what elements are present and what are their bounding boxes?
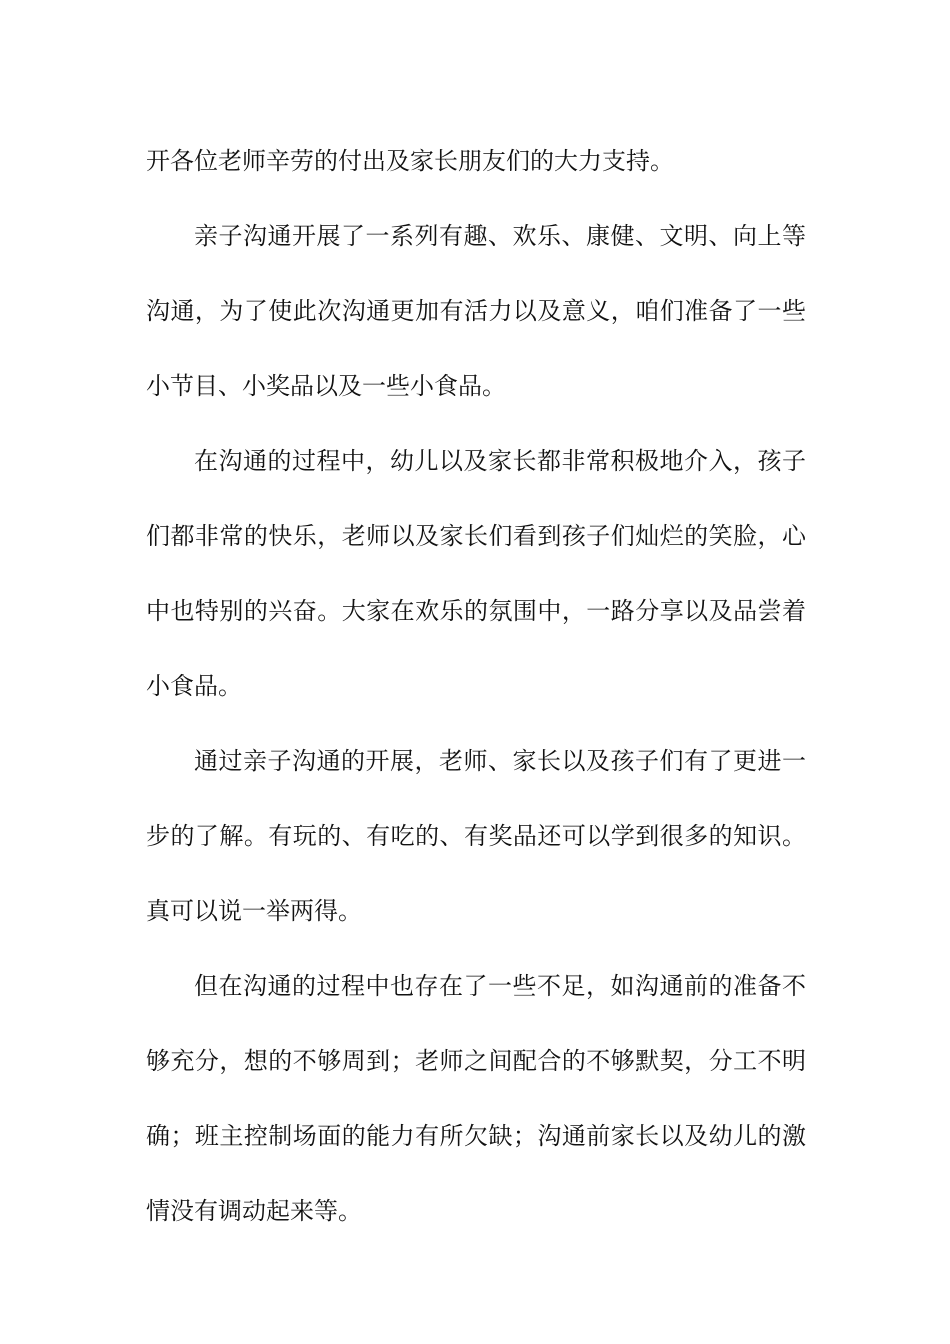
- paragraph-4: 通过亲子沟通的开展，老师、家长以及孩子们有了更进一步的了解。有玩的、有吃的、有奖品还可以学到很多的知识。真可以说一举两得。: [146, 747, 806, 925]
- paragraph-3: 在沟通的过程中，幼儿以及家长都非常积极地介入，孩子们都非常的快乐，老师以及家长们看到孩子们灿烂的笑脸，心中也特别的兴奋。大家在欢乐的氛围中，一路分享以及品尝着小食品。: [146, 447, 806, 700]
- paragraph-5: 但在沟通的过程中也存在了一些不足，如沟通前的准备不够充分，想的不够周到；老师之间配合的不够默契，分工不明确；班主控制场面的能力有所欠缺；沟通前家长以及幼儿的激情没有调动起来等。: [146, 972, 806, 1225]
- paragraph-1: 开各位老师辛劳的付出及家长朋友们的大力支持。: [146, 147, 674, 175]
- paragraph-2: 亲子沟通开展了一系列有趣、欢乐、康健、文明、向上等沟通，为了使此次沟通更加有活力以及意义，咱们准备了一些小节目、小奖品以及一些小食品。: [146, 222, 806, 400]
- document-body: [146, 124, 806, 1249]
